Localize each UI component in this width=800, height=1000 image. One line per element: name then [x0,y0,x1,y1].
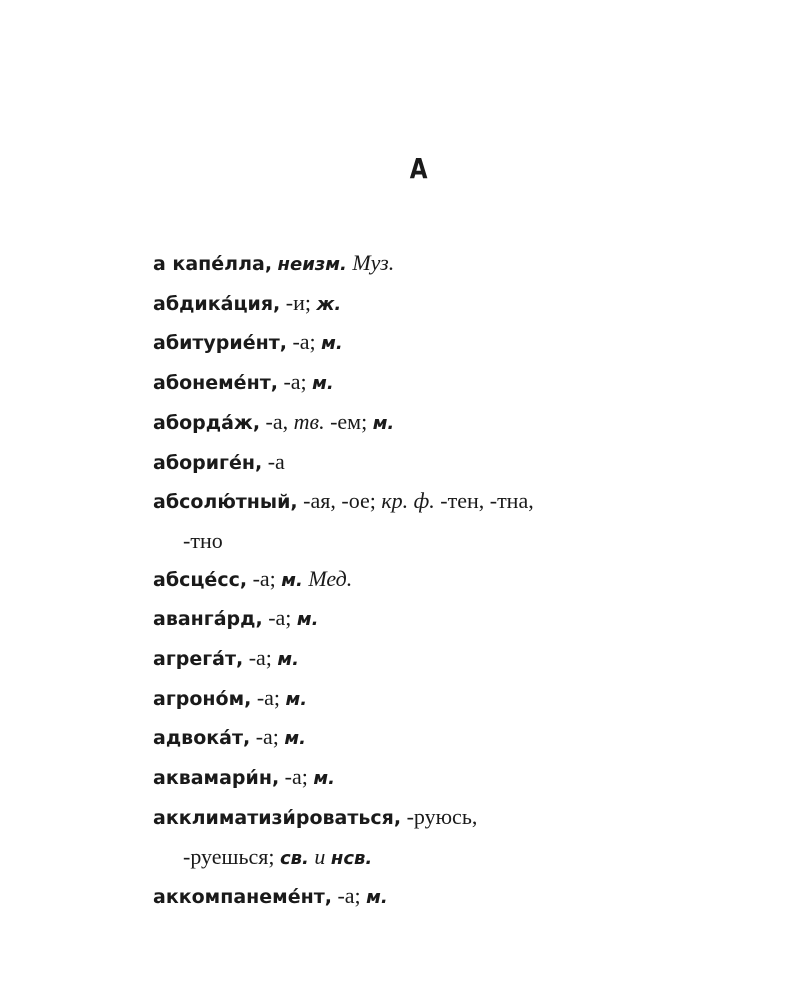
entry-headword: абсолю́тный, [153,491,298,514]
entry-inflection-text: -а, [260,408,294,434]
entry-inflection-text: -руешься; [183,843,280,869]
entry-grammar-label: св. [279,847,309,869]
entry-grammar-label: м. [285,688,308,710]
entry-inflection-text: -руюсь, [401,803,478,829]
dictionary-entry [153,482,673,522]
entry-grammar-label: м. [312,373,334,395]
dictionary-entry [153,443,673,483]
dictionary-entry [153,363,673,403]
dictionary-entry [153,679,673,719]
dictionary-entry [153,639,673,679]
entry-inflection-text: -ем; [324,408,373,434]
dictionary-entry [153,284,673,324]
dictionary-entry [153,798,673,838]
entry-grammar-label: ж. [316,293,342,315]
dictionary-entry [153,758,673,798]
entry-usage-note: Мед. [308,565,353,591]
entry-headword: а капе́лла, [153,253,273,275]
entry-inflection-text: -а; [247,565,282,591]
entry-usage-note: кр. ф. [381,488,435,514]
dictionary-entry [153,244,673,284]
entry-grammar-label: м. [296,609,319,631]
entry-grammar-label: м. [277,649,299,671]
entry-usage-note: Муз. [352,250,395,275]
entry-inflection-text: -а; [251,684,286,710]
entry-headword: абориге́н, [153,451,263,474]
entry-grammar-label: неизм. [277,254,347,275]
entry-inflection-text: -а; [250,724,285,750]
entry-headword: аккомпанеме́нт, [153,886,332,909]
dictionary-entry [153,323,673,363]
dictionary-entry [153,560,673,600]
entry-headword: аквамари́н, [153,767,280,790]
dictionary-entries [153,244,673,917]
entry-inflection-text: -ая, -ое; [297,488,382,514]
entry-grammar-label: м. [313,768,335,790]
entry-headword: агрега́т, [153,648,244,671]
entry-inflection-text: -тно [183,527,223,553]
entry-headword: акклиматизи́роваться, [153,806,402,829]
entry-headword: адвока́т, [153,727,251,750]
dictionary-entry [153,403,673,443]
section-letter-heading: А [409,152,429,185]
entry-headword: агроно́м, [153,687,252,710]
dictionary-entry [153,599,673,639]
entry-grammar-label: нсв. [330,847,373,869]
entry-grammar-label: м. [321,333,343,355]
entry-headword: абонеме́нт, [153,372,278,395]
entry-grammar-label: м. [284,728,306,750]
entry-usage-note: и [314,843,326,869]
entry-grammar-label: м. [366,887,388,909]
entry-inflection-text: -а; [262,605,297,631]
entry-usage-note: тв. [293,408,325,434]
entry-headword: абитурие́нт, [153,332,287,355]
entry-inflection-text: -а; [331,883,367,909]
entry-inflection-text: -а [262,448,285,474]
entry-grammar-label: м. [372,412,395,434]
entry-inflection-text: -и; [280,289,317,315]
entry-continuation-line [153,522,673,560]
entry-headword: абдика́ция, [153,292,281,315]
entry-inflection-text: -а; [286,329,322,355]
entry-headword: аборда́ж, [153,411,261,434]
entry-continuation-line [153,838,673,878]
entry-grammar-label: м. [281,569,303,591]
dictionary-entry [153,877,673,917]
entry-inflection-text: -а; [279,764,314,790]
entry-headword: абсце́сс, [153,568,248,591]
entry-inflection-text: -а; [243,645,278,671]
entry-headword: аванга́рд, [153,608,263,631]
entry-inflection-text: -тен, -тна, [434,488,534,514]
dictionary-entry [153,718,673,758]
entry-inflection-text: -а; [277,369,313,395]
